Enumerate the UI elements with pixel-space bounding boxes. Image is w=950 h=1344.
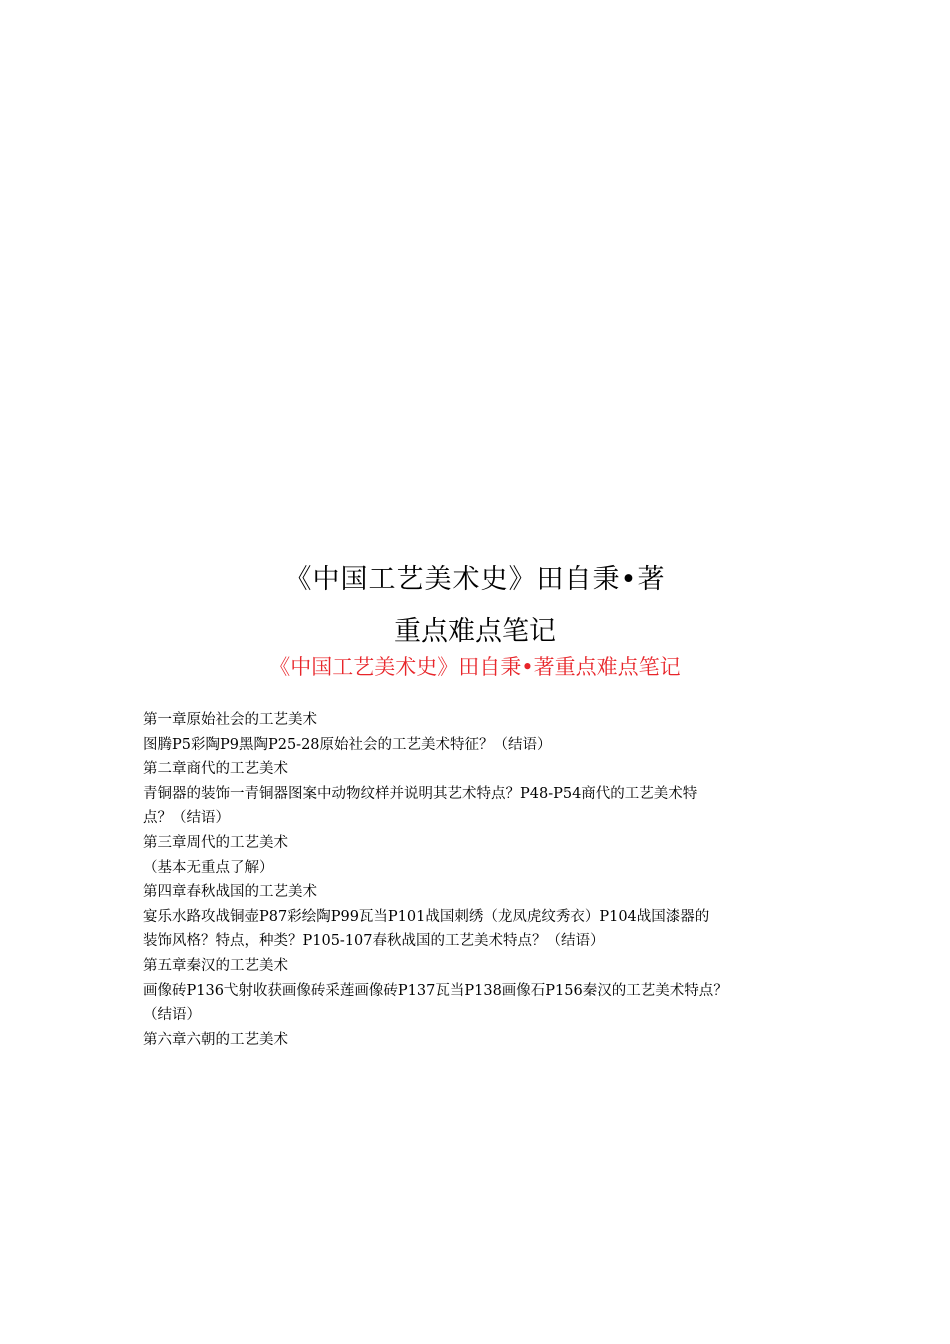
chapter-2-notes-line-1: 青铜器的装饰一青铜器图案中动物纹样并说明其艺术特点？P48-P54商代的工艺美术特 <box>143 785 698 802</box>
notes-body <box>143 708 823 1052</box>
chapter-5-heading: 第五章秦汉的工艺美术 <box>143 957 288 974</box>
chapter-4-notes-line-2: 装饰风格？特点，种类？P105-107春秋战国的工艺美术特点？（结语） <box>143 933 605 950</box>
chapter-6-heading: 第六章六朝的工艺美术 <box>143 1031 288 1048</box>
chapter-3-notes: （基本无重点了解） <box>143 859 274 876</box>
document-subtitle: 重点难点笔记 <box>394 616 556 647</box>
chapter-1-heading: 第一章原始社会的工艺美术 <box>143 712 317 728</box>
chapter-2-notes-line-2: 点？（结语） <box>143 810 230 827</box>
chapter-3-heading: 第三章周代的工艺美术 <box>143 834 288 851</box>
chapter-2-heading: 第二章商代的工艺美术 <box>143 761 288 778</box>
title-block <box>0 560 950 682</box>
document-title: 《中国工艺美术史》田自秉•著 <box>284 564 666 595</box>
chapter-4-heading: 第四章春秋战国的工艺美术 <box>143 884 317 901</box>
chapter-4-notes-line-1: 宴乐水路攻战铜壶P87彩绘陶P99瓦当P101战国刺绣（龙凤虎纹秀衣）P104战国漆器的 <box>143 908 710 925</box>
chapter-5-notes-line-1: 画像砖P136弋射收获画像砖采莲画像砖P137瓦当P138画像石P156秦汉的工艺美术特点？ <box>143 982 728 999</box>
chapter-1-notes: 图腾P5彩陶P9黑陶P25-28原始社会的工艺美术特征？（结语） <box>143 736 552 753</box>
chapter-5-notes-line-2: （结语） <box>143 1007 201 1024</box>
red-heading: 《中国工艺美术史》田自秉•著重点难点笔记 <box>269 655 681 679</box>
